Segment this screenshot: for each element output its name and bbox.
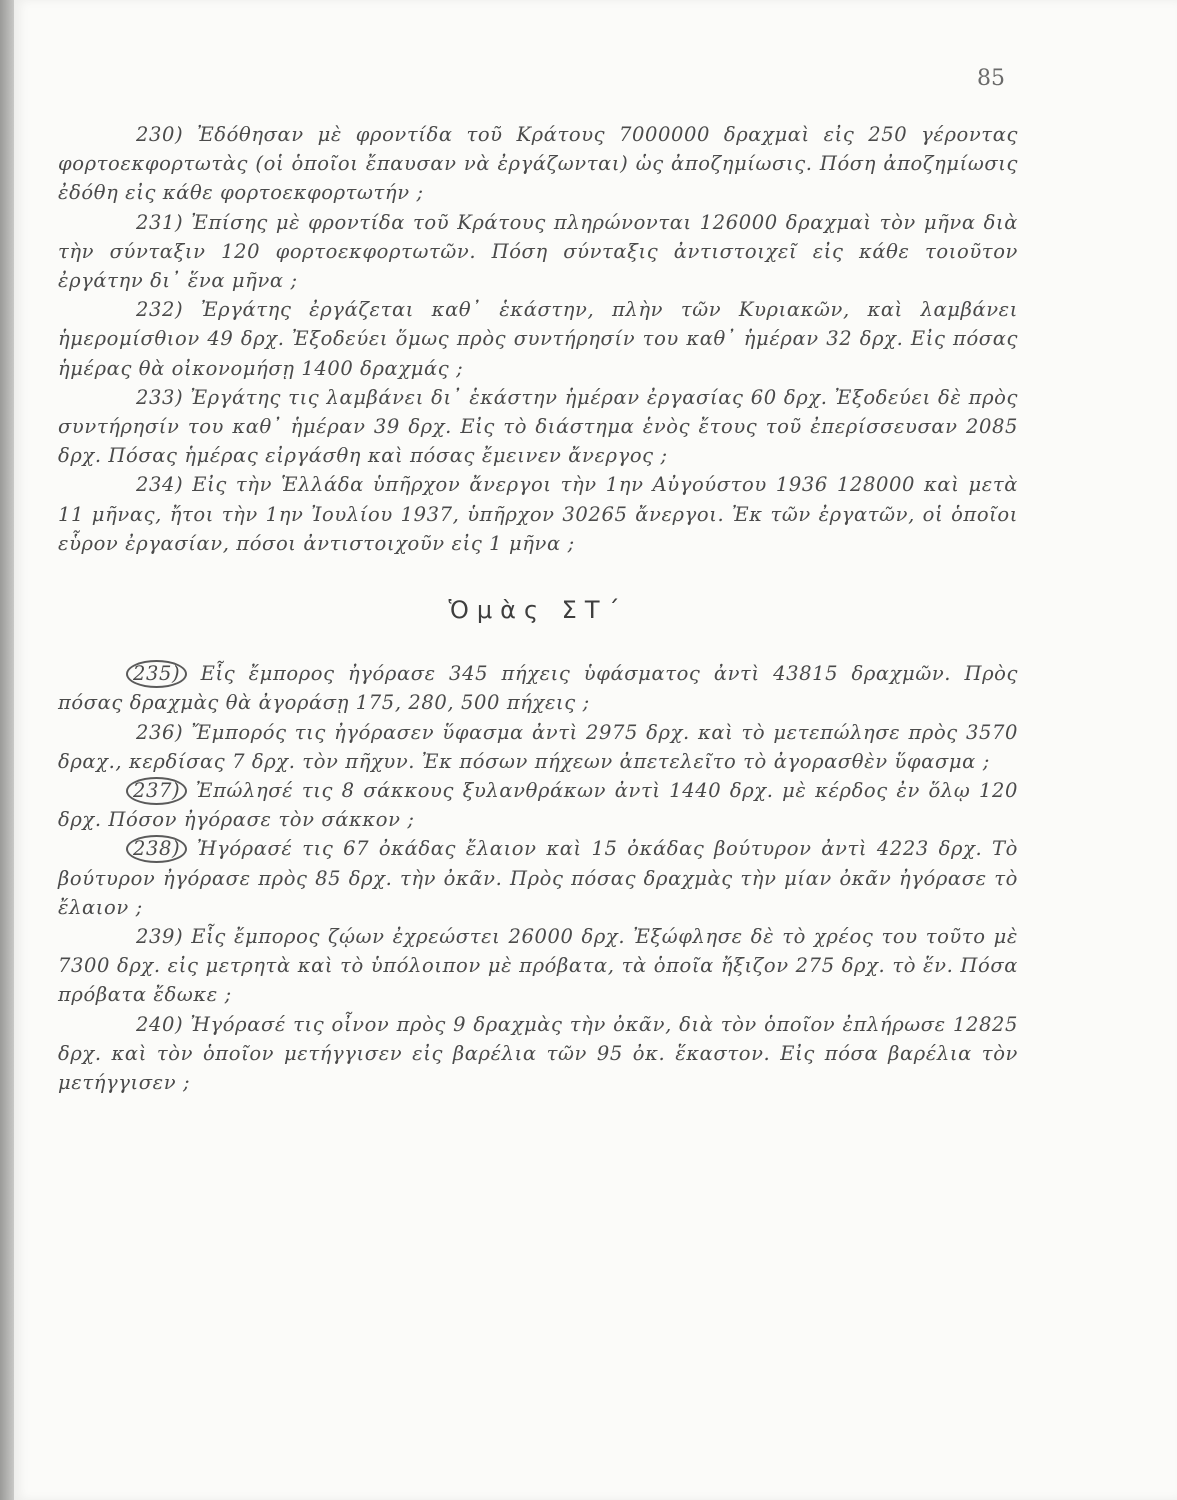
problem-text: Ἔμπορός τις ἠγόρασεν ὕφασμα ἀντὶ 2975 δρχ. καὶ τὸ μετεπώλησε πρὸς 3570 δραχ., κερδίσας 7 δρχ. τὸν πῆχυν. Ἐκ πόσων πήχεων ἀπετελεῖτο τὸ ἀγορασθὲν ὕφασμα ; — [58, 720, 1018, 773]
book-binding-edge — [0, 0, 14, 1500]
problem-234 — [58, 470, 1018, 558]
problem-231 — [58, 208, 1018, 296]
problem-text: Εἰς τὴν Ἑλλάδα ὑπῆρχον ἄνεργοι τὴν 1ην Αὐγούστου 1936 128000 καὶ μετὰ 11 μῆνας, ἤτοι τὴν 1ην Ἰουλίου 1937, ὑπῆρχον 30265 ἄνεργοι. Ἐκ τῶν ἐργατῶν, οἱ ὁποῖοι εὗρον ἐργασίαν, πόσοι ἀντιστοιχοῦν εἰς 1 μῆνα ; — [58, 473, 1018, 555]
problem-230 — [58, 120, 1018, 208]
problem-text: Ἐργάτης ἐργάζεται καθ᾿ ἑκάστην, πλὴν τῶν Κυριακῶν, καὶ λαμβάνει ἡμερομίσθιον 49 δρχ. Ἐξοδεύει ὅμως πρὸς συντήρησίν του καθ᾿ ἡμέραν 32 δρχ. Εἰς πόσας ἡμέρας θὰ οἰκονομήσῃ 1400 δραχμάς ; — [58, 298, 1018, 380]
problem-number: 233) — [136, 385, 184, 409]
problem-235 — [58, 659, 1018, 717]
problem-232 — [58, 295, 1018, 383]
problem-number: 230) — [136, 123, 184, 146]
problem-text: Ἐργάτης τις λαμβάνει δι᾿ ἑκάστην ἡμέραν ἐργασίας 60 δρχ. Ἐξοδεύει δὲ πρὸς συντήρησίν του καθ᾿ ἡμέραν 39 δρχ. Εἰς τὸ διάστημα ἑνὸς ἔτους τοῦ ἐπερίσσευσαν 2085 δρχ. Πόσας ἡμέρας εἰργάσθη καὶ πόσας ἔμεινεν ἄνεργος ; — [58, 385, 1018, 468]
problem-237 — [58, 776, 1018, 834]
problem-number-circled: 237) — [126, 777, 187, 805]
problem-text: Ἠγόρασέ τις 67 ὀκάδας ἔλαιον καὶ 15 ὀκάδας βούτυρον ἀντὶ 4223 δρχ. Τὸ βούτυρον ἠγόρασε πρὸς 85 δρχ. τὴν ὀκᾶν. Πρὸς πόσας δραχμὰς τὴν μίαν ὀκᾶν ἠγόρασε τὸ ἔλαιον ; — [58, 837, 1018, 919]
problem-text: Ἐπώλησέ τις 8 σάκκους ξυλανθράκων ἀντὶ 1440 δρχ. μὲ κέρδος ἐν ὅλῳ 120 δρχ. Πόσον ἠγόρασε τὸν σάκκον ; — [58, 779, 1018, 832]
problem-text: Εἷς ἔμπορος ζῴων ἐχρεώστει 26000 δρχ. Ἐξώφλησε δὲ τὸ χρέος του τοῦτο μὲ 7300 δρχ. εἰς μετρητὰ καὶ τὸ ὑπόλοιπον μὲ πρόβατα, τὰ ὁποῖα ἤξιζον 275 δρχ. τὸ ἕν. Πόσα πρόβατα ἔδωκε ; — [58, 925, 1018, 1007]
problem-233 — [58, 383, 1018, 471]
problem-239 — [58, 922, 1018, 1010]
problem-number-circled: 238) — [126, 835, 187, 863]
page-number: 85 — [977, 66, 1005, 91]
problem-number: 232) — [136, 298, 184, 322]
book-page — [14, 0, 1177, 1500]
problem-number-circled: 235) — [126, 660, 187, 688]
section-heading: Ὁμὰς ΣΤ΄ — [448, 596, 628, 625]
problem-236 — [58, 718, 1018, 776]
problem-number: 239) — [136, 925, 184, 949]
page-content — [58, 120, 1018, 1097]
problem-text: Ἠγόρασέ τις οἶνον πρὸς 9 δραχμὰς τὴν ὀκᾶν, διὰ τὸν ὁποῖον ἐπλήρωσε 12825 δρχ. καὶ τὸν ὁποῖον μετήγγισεν εἰς βαρέλια τῶν 95 ὀκ. ἕκαστον. Εἰς πόσα βαρέλια τὸν μετήγγισεν ; — [58, 1012, 1018, 1095]
problem-number: 234) — [136, 473, 184, 497]
problem-240 — [58, 1010, 1018, 1098]
problem-text: Ἐπίσης μὲ φροντίδα τοῦ Κράτους πληρώνονται 126000 δραχμαὶ τὸν μῆνα διὰ τὴν σύνταξιν 120 φορτοεκφορτωτῶν. Πόση σύνταξις ἀντιστοιχεῖ εἰς κάθε τοιοῦτον ἐργάτην δι᾿ ἕνα μῆνα ; — [58, 210, 1018, 293]
problem-text: Ἐδόθησαν μὲ φροντίδα τοῦ Κράτους 7000000 δραχμαὶ εἰς 250 γέροντας φορτοεκφορτωτὰς (οἱ ὁποῖοι ἔπαυσαν νὰ ἐργάζωνται) ὡς ἀποζημίωσις. Πόση ἀποζημίωσις ἐδόθη εἰς κάθε φορτοεκφορτωτήν ; — [58, 123, 1018, 205]
problem-238 — [58, 834, 1018, 922]
problem-number: 231) — [136, 210, 184, 234]
problem-text: Εἷς ἔμπορος ἠγόρασε 345 πήχεις ὑφάσματος ἀντὶ 43815 δραχμῶν. Πρὸς πόσας δραχμὰς θὰ ἀγοράσῃ 175, 280, 500 πήχεις ; — [58, 662, 1018, 715]
problem-number: 236) — [136, 720, 184, 744]
problem-number: 240) — [136, 1012, 184, 1036]
